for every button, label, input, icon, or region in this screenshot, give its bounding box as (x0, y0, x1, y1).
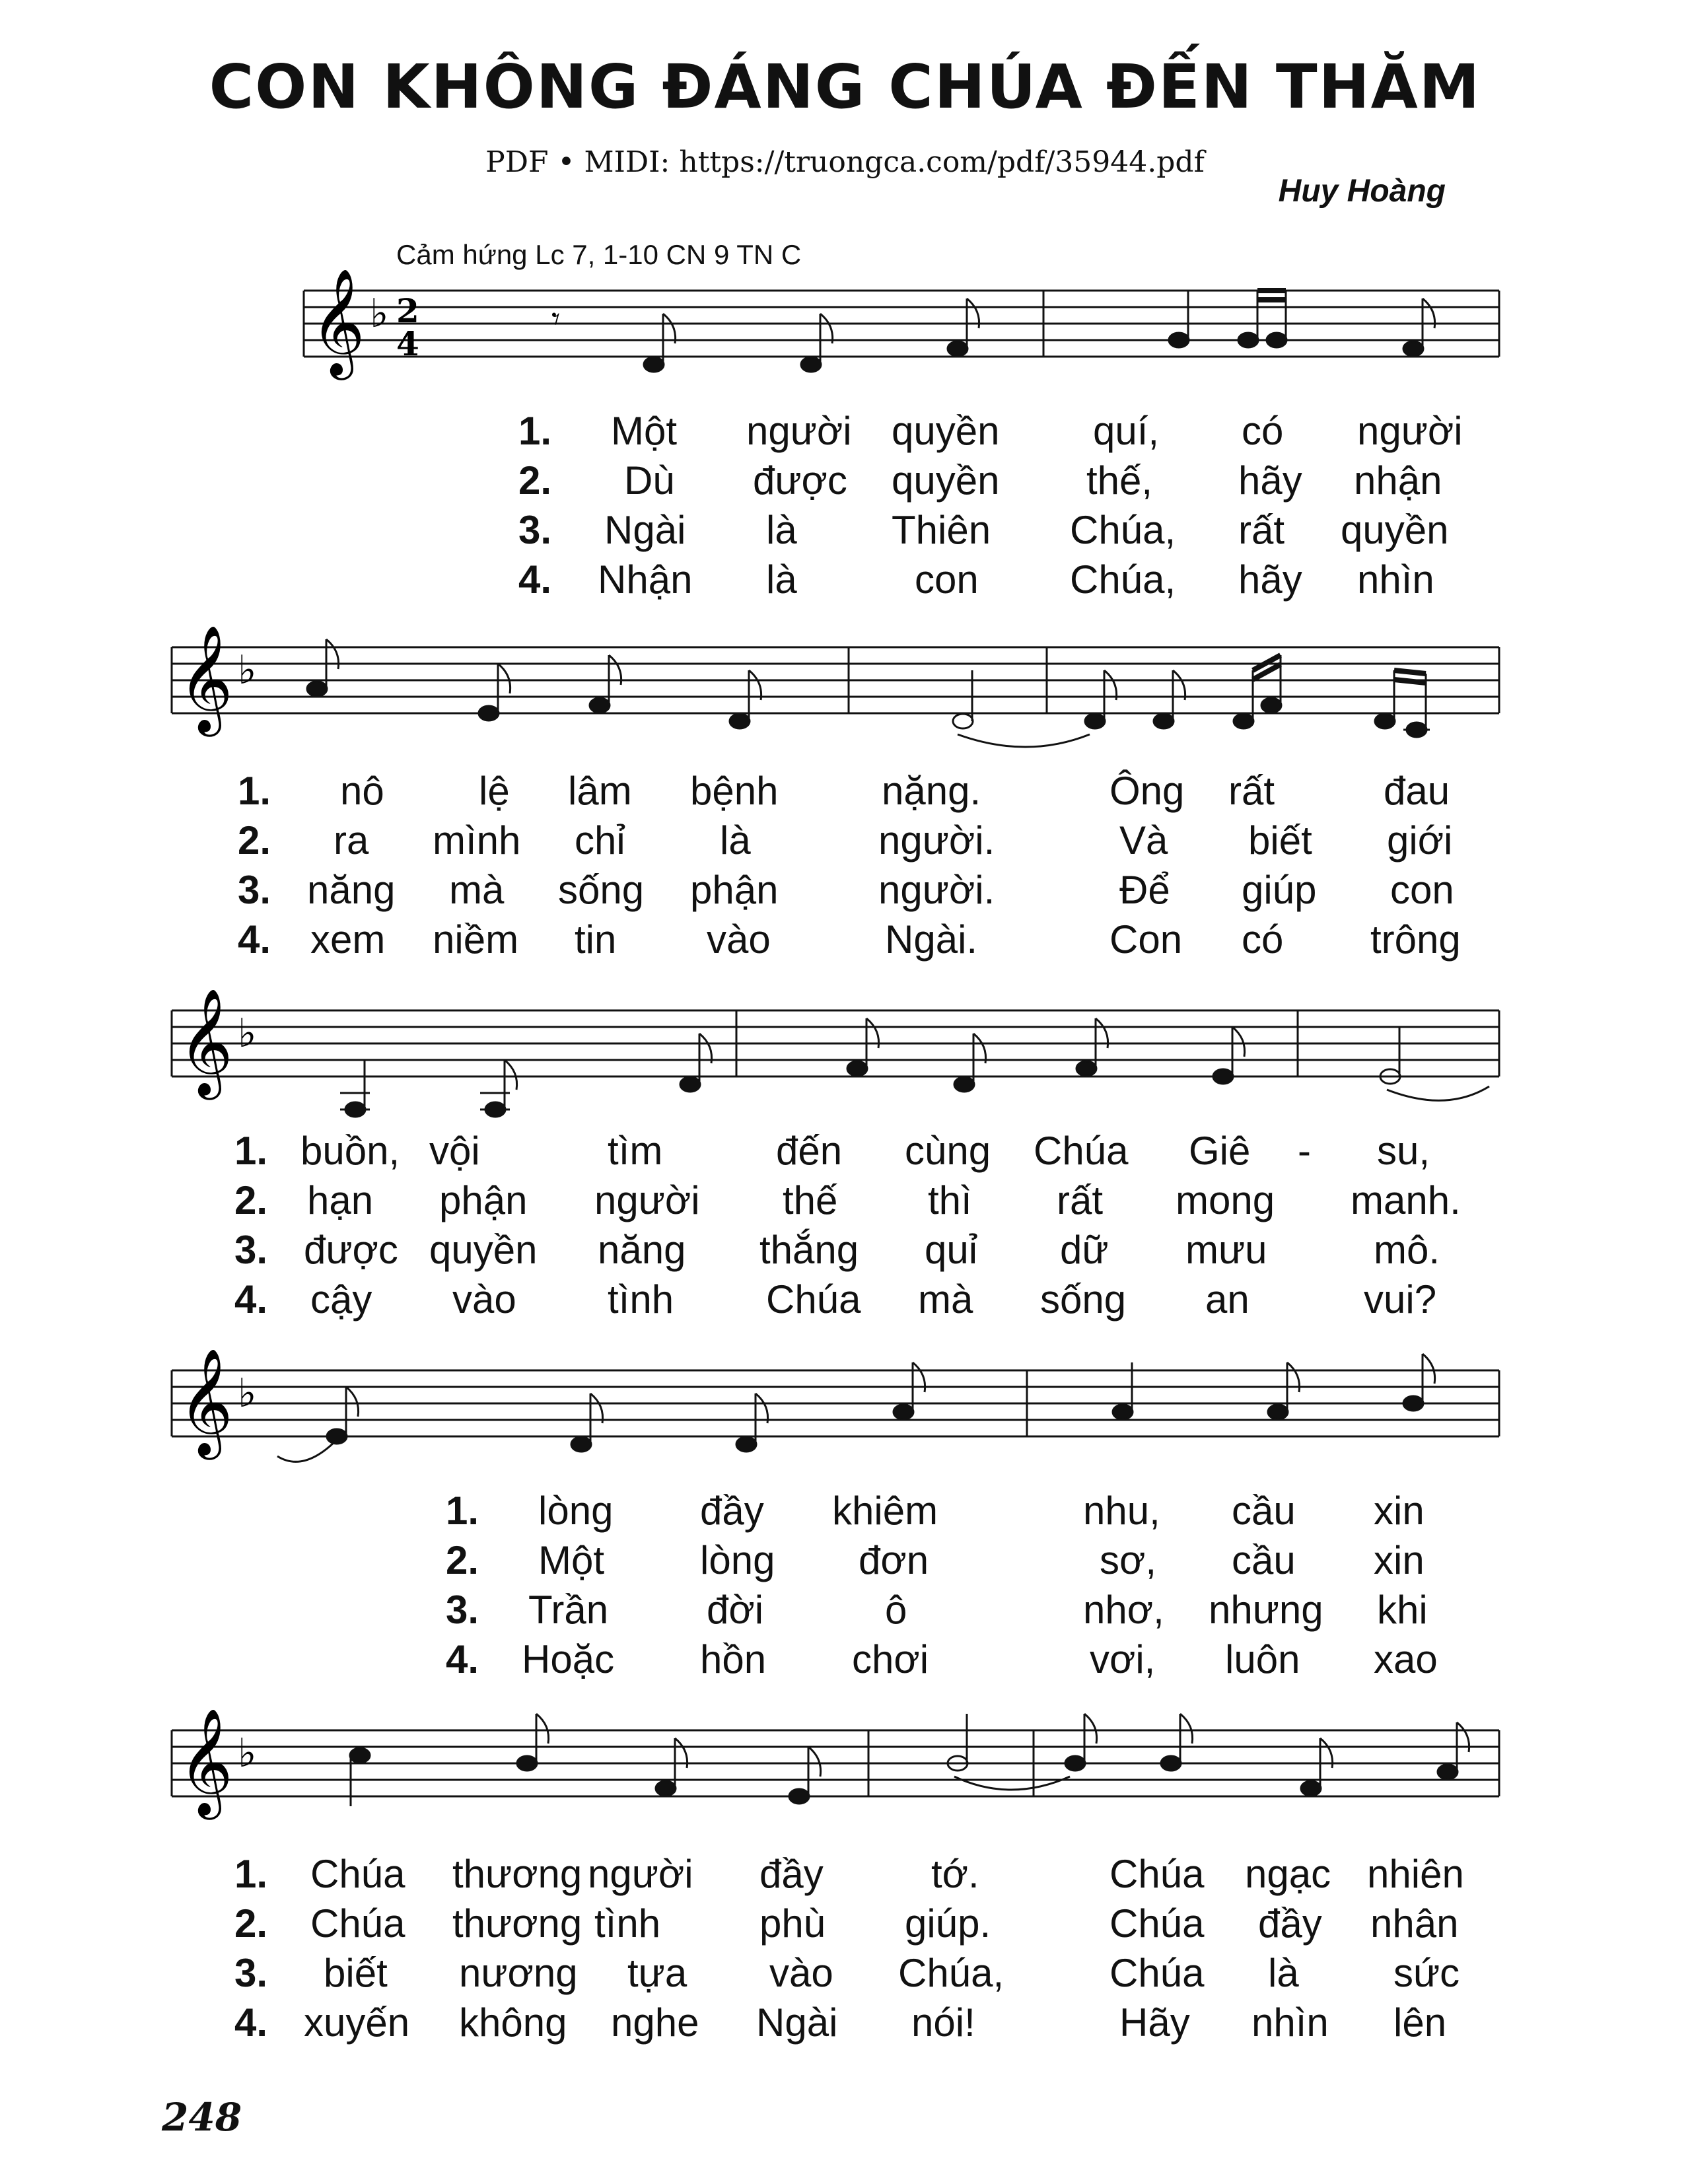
lyric-syllable: sống (1040, 1277, 1127, 1321)
note (571, 1437, 591, 1452)
note (680, 1077, 700, 1092)
lyric-syllable: mô. (1374, 1228, 1440, 1272)
lyric-syllable: xao (1374, 1637, 1438, 1681)
lyric-syllable: chỉ (575, 818, 625, 863)
lyric-syllable: thương (452, 1852, 582, 1896)
lyric-syllable: đầy (700, 1489, 764, 1533)
lyric-syllable: nhưng (1209, 1588, 1323, 1632)
lyric-syllable: năng (598, 1228, 686, 1272)
note (1085, 714, 1105, 728)
verse-number: 4. (518, 557, 552, 602)
lyric-syllable: cầu (1232, 1538, 1296, 1582)
staff-system-1 (0, 264, 1690, 416)
note (1403, 1396, 1423, 1411)
lyric-syllable: quyền (1341, 508, 1449, 552)
flat-key-icon: ♭ (238, 1370, 257, 1417)
lyric-syllable: quyền (429, 1228, 538, 1272)
note (307, 682, 327, 696)
lyric-syllable: Chúa (1109, 1901, 1205, 1946)
lyric-syllable: chơi (852, 1637, 929, 1681)
lyric-syllable: Hãy (1119, 2000, 1190, 2045)
lyric-syllable: quyền (892, 409, 1000, 453)
lyric-syllable: tựa (627, 1951, 687, 1995)
flat-key-icon: ♭ (238, 1730, 257, 1777)
verse-line (0, 1176, 1690, 1225)
lyric-syllable: buồn, (300, 1129, 400, 1173)
verse-number: 1. (518, 409, 552, 453)
lyric-syllable: người (594, 1178, 700, 1222)
note (1438, 1765, 1458, 1779)
verse-line (0, 865, 1690, 915)
note (1234, 714, 1253, 728)
lyric-syllable: hạn (307, 1178, 374, 1222)
note (1403, 341, 1423, 356)
lyric-syllable: người (588, 1852, 693, 1896)
inspiration-note: Cảm hứng Lc 7, 1-10 CN 9 TN C (396, 239, 802, 270)
lyric-syllable: mà (918, 1277, 973, 1321)
lyric-syllable: nói! (911, 2000, 975, 2045)
lyric-syllable: Để (1119, 868, 1170, 912)
verse-block-3 (0, 1126, 1690, 1324)
note (1169, 333, 1189, 347)
note (644, 357, 664, 372)
verse-number: 3. (234, 1228, 268, 1272)
lyric-syllable: Chúa, (898, 1951, 1004, 1995)
lyric-syllable: rất (1228, 769, 1275, 813)
lyric-syllable: Ngài (756, 2000, 838, 2045)
lyric-syllable: - (1298, 1129, 1311, 1173)
verse-line (0, 766, 1690, 816)
verse-number: 3. (446, 1588, 479, 1632)
lyric-syllable: Ông (1109, 769, 1185, 813)
treble-clef-icon: 𝄞 (310, 268, 365, 376)
lyric-syllable: mưu (1185, 1228, 1267, 1272)
lyric-syllable: Con (1109, 917, 1183, 962)
time-signature-bottom: 4 (396, 324, 419, 363)
lyric-syllable: giúp (1242, 868, 1317, 912)
lyric-syllable: không (459, 2000, 567, 2045)
lyric-syllable: vội (429, 1129, 480, 1173)
verse-line (0, 1585, 1690, 1635)
lyric-syllable: nương (459, 1951, 578, 1995)
note (801, 357, 821, 372)
lyric-syllable: thì (928, 1178, 972, 1222)
verse-line (0, 915, 1690, 964)
verse-number: 4. (234, 2000, 268, 2045)
staff-system-2 (0, 621, 1690, 773)
note (1065, 1756, 1085, 1771)
lyric-syllable: hãy (1238, 557, 1302, 602)
note (1113, 1405, 1133, 1419)
lyric-syllable: lòng (538, 1489, 614, 1533)
lyric-syllable: trông (1370, 917, 1461, 962)
lyric-syllable: Thiên (892, 508, 991, 552)
verse-number: 2. (234, 1901, 268, 1946)
treble-clef-icon: 𝄞 (178, 625, 233, 732)
lyric-syllable: vào (769, 1951, 833, 1995)
lyric-syllable: cầu (1232, 1489, 1296, 1533)
verse-line (0, 505, 1690, 555)
lyric-syllable: quyền (892, 458, 1000, 503)
verse-number: 2. (234, 1178, 268, 1222)
verse-number: 1. (238, 769, 271, 813)
verse-number: 1. (234, 1129, 268, 1173)
lyric-syllable: người (1357, 409, 1463, 453)
lyric-syllable: nặng. (882, 769, 981, 813)
lyric-syllable: ô (885, 1588, 907, 1632)
lyric-syllable: Dù (624, 458, 675, 503)
lyric-syllable: Một (538, 1538, 605, 1582)
lyric-syllable: Chúa (1109, 1951, 1205, 1995)
verse-number: 4. (238, 917, 271, 962)
lyric-syllable: Chúa (1034, 1129, 1129, 1173)
lyric-syllable: có (1242, 409, 1284, 453)
lyric-syllable: nhơ, (1083, 1588, 1164, 1632)
lyric-syllable: đau (1384, 769, 1450, 813)
note (953, 714, 973, 728)
note (479, 706, 499, 721)
lyric-syllable: có (1242, 917, 1284, 962)
lyric-syllable: tin (575, 917, 617, 962)
lyric-syllable: Một (611, 409, 678, 453)
note (954, 1077, 974, 1092)
lyric-syllable: nhìn (1357, 557, 1434, 602)
source-link[interactable]: PDF • MIDI: https://truongca.com/pdf/35944.pdf (485, 145, 1205, 179)
note (517, 1756, 537, 1771)
note (730, 714, 750, 728)
treble-clef-icon: 𝄞 (178, 1708, 233, 1815)
verse-number: 2. (238, 818, 271, 863)
lyric-syllable: su, (1377, 1129, 1430, 1173)
verse-block-5 (0, 1849, 1690, 2047)
lyric-syllable: sức (1393, 1951, 1460, 1995)
lyric-syllable: bệnh (690, 769, 779, 813)
lyric-syllable: tình (608, 1277, 674, 1321)
staff-system-4 (0, 1344, 1690, 1496)
lyric-syllable: phù (759, 1901, 826, 1946)
verse-number: 2. (446, 1538, 479, 1582)
time-signature-top: 2 (396, 291, 419, 330)
lyric-syllable: xin (1374, 1489, 1425, 1533)
lyric-syllable: nhìn (1251, 2000, 1329, 2045)
lyric-syllable: lệ (479, 769, 510, 813)
verse-number: 3. (234, 1951, 268, 1995)
note (1238, 333, 1258, 347)
lyric-syllable: Và (1119, 818, 1168, 863)
lyric-syllable: người. (878, 868, 995, 912)
lyric-syllable: luôn (1225, 1637, 1300, 1681)
lyric-syllable: an (1205, 1277, 1250, 1321)
lyric-syllable: được (753, 458, 847, 503)
verse-block-2 (0, 766, 1690, 964)
lyric-syllable: mình (433, 818, 521, 863)
verse-number: 4. (234, 1277, 268, 1321)
verse-block-1 (0, 406, 1690, 604)
lyric-syllable: lâm (568, 769, 632, 813)
lyric-syllable: mong (1176, 1178, 1275, 1222)
lyric-syllable: người (746, 409, 852, 453)
verse-line (0, 1535, 1690, 1585)
verse-line (0, 1899, 1690, 1948)
verse-line (0, 555, 1690, 604)
treble-clef-icon: 𝄞 (178, 1348, 233, 1456)
lyric-syllable: phận (439, 1178, 528, 1222)
lyric-syllable: nghe (611, 2000, 699, 2045)
lyric-syllable: hồn (700, 1637, 767, 1681)
lyric-syllable: xuyến (304, 2000, 410, 2045)
flat-key-icon: ♭ (238, 1010, 257, 1057)
lyric-syllable: đầy (1258, 1901, 1322, 1946)
lyric-syllable: Chúa (766, 1277, 861, 1321)
verse-number: 1. (234, 1852, 268, 1896)
note (1076, 1061, 1096, 1076)
lyric-syllable: Chúa (310, 1852, 405, 1896)
lyric-syllable: là (1268, 1951, 1299, 1995)
flat-key-icon: ♭ (238, 647, 257, 693)
note (1268, 1405, 1288, 1419)
composer-name: Huy Hoàng (1278, 174, 1446, 209)
lyric-syllable: hãy (1238, 458, 1302, 503)
lyric-syllable: khi (1377, 1588, 1428, 1632)
lyric-syllable: tìm (608, 1129, 663, 1173)
lyric-syllable: quỉ (925, 1228, 978, 1272)
verse-line (0, 1225, 1690, 1275)
verse-line (0, 1948, 1690, 1998)
note (1154, 714, 1174, 728)
lyric-syllable: biết (1248, 818, 1312, 863)
lyric-syllable: phận (690, 868, 779, 912)
lyric-syllable: cậy (310, 1277, 372, 1321)
lyric-syllable: là (766, 557, 797, 602)
verse-number: 2. (518, 458, 552, 503)
note (1375, 714, 1395, 728)
lyric-syllable: năng (307, 868, 396, 912)
lyric-syllable: con (915, 557, 979, 602)
lyric-syllable: Ngài. (885, 917, 978, 962)
page-number: 248 (162, 2095, 242, 2140)
lyric-syllable: vào (452, 1277, 516, 1321)
lyric-syllable: được (304, 1228, 398, 1272)
note (327, 1429, 347, 1444)
verse-line (0, 1275, 1690, 1324)
lyric-syllable: tớ. (931, 1852, 979, 1896)
lyric-syllable: rất (1238, 508, 1285, 552)
lyric-syllable: Chúa (1109, 1852, 1205, 1896)
lyric-syllable: thắng (759, 1228, 859, 1272)
verse-block-4 (0, 1486, 1690, 1684)
note (1261, 698, 1281, 713)
lyric-syllable: là (766, 508, 797, 552)
lyric-syllable: lòng (700, 1538, 775, 1582)
lyric-syllable: đầy (759, 1852, 824, 1896)
lyric-syllable: Chúa (310, 1901, 405, 1946)
note (590, 698, 610, 713)
lyric-syllable: nhân (1370, 1901, 1459, 1946)
lyric-syllable: Hoặc (522, 1637, 615, 1681)
lyric-syllable: manh. (1351, 1178, 1461, 1222)
note (736, 1437, 756, 1452)
note (789, 1789, 809, 1804)
lyric-syllable: nhận (1354, 458, 1442, 503)
song-title: CON KHÔNG ĐÁNG CHÚA ĐẾN THĂM (209, 52, 1481, 122)
note (350, 1748, 370, 1763)
lyric-syllable: xin (1374, 1538, 1425, 1582)
lyric-syllable: ra (334, 818, 369, 863)
lyric-syllable: thế, (1086, 458, 1153, 503)
note (847, 1061, 867, 1076)
verse-line (0, 456, 1690, 505)
lyric-syllable: mà (449, 868, 505, 912)
lyric-syllable: Giê (1189, 1129, 1251, 1173)
lyric-syllable: nô (340, 769, 384, 813)
lyric-syllable: đời (707, 1588, 764, 1632)
verse-line (0, 1126, 1690, 1176)
lyric-syllable: xem (310, 917, 386, 962)
lyric-syllable: sơ, (1100, 1538, 1157, 1582)
lyric-syllable: quí, (1093, 409, 1160, 453)
note (948, 341, 968, 356)
verse-number: 4. (446, 1637, 479, 1681)
lyric-syllable: khiêm (832, 1489, 938, 1533)
lyric-syllable: nhiên (1367, 1852, 1464, 1896)
lyric-syllable: ngạc (1245, 1852, 1331, 1896)
lyric-syllable: con (1390, 868, 1454, 912)
lyric-syllable: đơn (859, 1538, 929, 1582)
lyric-syllable: Ngài (604, 508, 686, 552)
lyric-syllable: giúp. (905, 1901, 991, 1946)
lyric-syllable: Nhận (598, 557, 693, 602)
lyric-syllable: Trần (528, 1588, 609, 1632)
lyric-syllable: sống (558, 868, 645, 912)
treble-clef-icon: 𝄞 (178, 988, 233, 1096)
verse-line (0, 1998, 1690, 2047)
verse-line (0, 1849, 1690, 1899)
note (1267, 333, 1286, 347)
lyric-syllable: Chúa, (1070, 508, 1176, 552)
note (1161, 1756, 1181, 1771)
lyric-syllable: biết (324, 1951, 388, 1995)
note (1213, 1069, 1233, 1084)
lyric-syllable: Chúa, (1070, 557, 1176, 602)
verse-number: 3. (238, 868, 271, 912)
note (1301, 1781, 1321, 1796)
eighth-rest-icon: 𝄾 (551, 300, 561, 338)
verse-line (0, 406, 1690, 456)
lyric-syllable: dữ (1060, 1228, 1109, 1272)
lyric-syllable: là (720, 818, 751, 863)
note (894, 1405, 913, 1419)
lyric-syllable: vào (707, 917, 771, 962)
staff-system-3 (0, 984, 1690, 1136)
lyric-syllable: tình (594, 1901, 661, 1946)
staff-system-5 (0, 1704, 1690, 1856)
note (656, 1781, 676, 1796)
lyric-syllable: vui? (1364, 1277, 1437, 1321)
verse-number: 1. (446, 1489, 479, 1533)
lyric-syllable: thương (452, 1901, 582, 1946)
lyric-syllable: giới (1387, 818, 1453, 863)
lyric-syllable: thế (783, 1178, 838, 1222)
lyric-syllable: đến (776, 1129, 843, 1173)
verse-line (0, 1635, 1690, 1684)
lyric-syllable: vơi, (1090, 1637, 1156, 1681)
flat-key-icon: ♭ (370, 291, 389, 337)
lyric-syllable: lên (1393, 2000, 1447, 2045)
verse-line (0, 1486, 1690, 1535)
lyric-syllable: nhu, (1083, 1489, 1160, 1533)
lyric-syllable: rất (1057, 1178, 1104, 1222)
lyric-syllable: người. (878, 818, 995, 863)
lyric-syllable: cùng (905, 1129, 991, 1173)
verse-number: 3. (518, 508, 552, 552)
verse-line (0, 816, 1690, 865)
lyric-syllable: niềm (433, 917, 519, 962)
